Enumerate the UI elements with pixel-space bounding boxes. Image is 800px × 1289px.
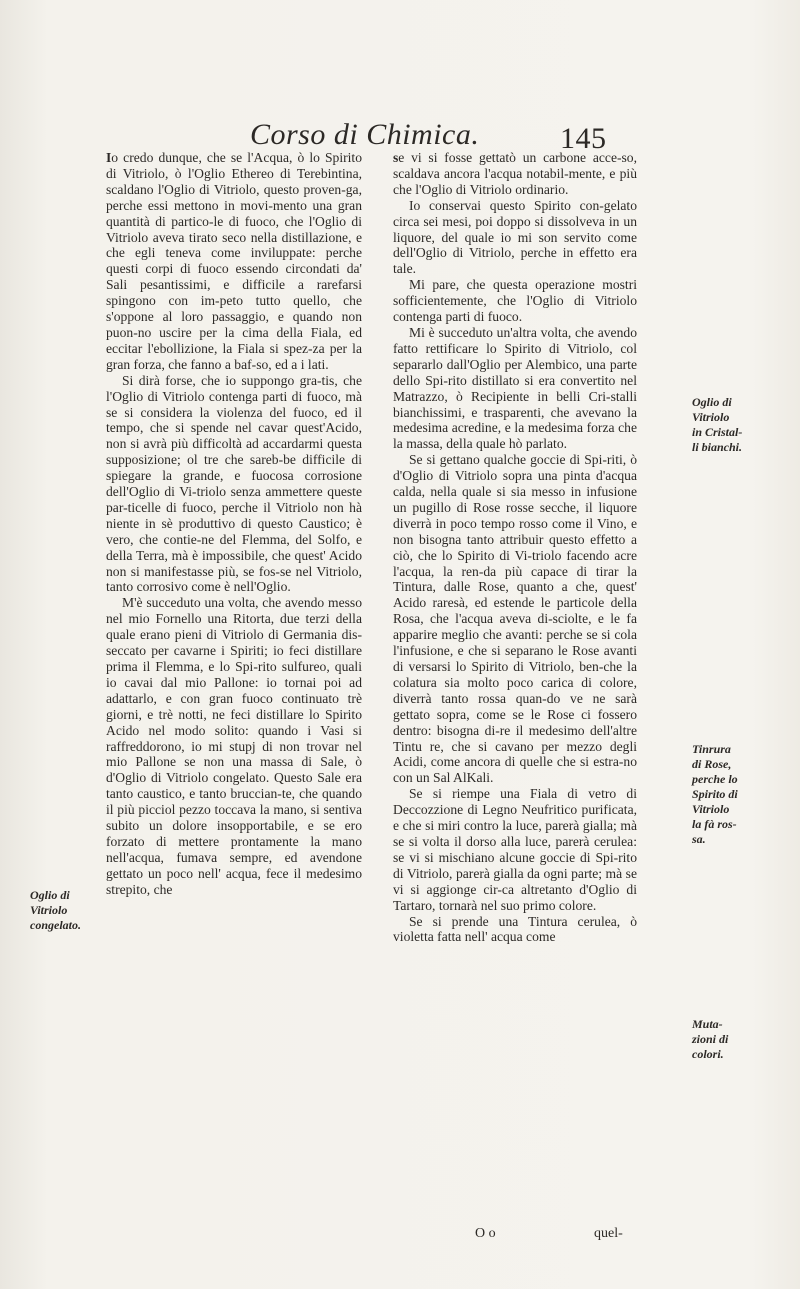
paragraph: Mi è succeduto un'altra volta, che avendo fatto rettificare lo Spirito di Vitriolo, col separarlo dall'Oglio per Alembico, una parte dello Spi-rito distillato si era convertito nel Matrazzo, ò Recipiente in belli Cri-stalli bianchissimi, e trasparenti, che avevano la medesima acredine, e la medesima forza che la massa, della quale hò parlato. bbox=[393, 324, 637, 452]
running-title: Corso di Chimica. bbox=[250, 118, 480, 151]
paragraph: Io conservai questo Spirito con-gelato circa sei mesi, poi doppo si dissolveva in un liquore, del quale io mi son servito come dell'Oglio di Vitriolo, perche in effetto era tale. bbox=[393, 197, 637, 277]
right-text-column bbox=[393, 150, 637, 945]
paragraph: Se si gettano qualche goccie di Spi-riti, ò d'Oglio di Vitriolo sopra una pinta d'acqua calda, nella quale si sia messo in infusione un pugillo di Rose rosse secche, il liquore diverrà in poco tempo rosso come il Vino, e non bisogna tanto attribuir questo effetto a ciò, che lo Spirito di Vi-triolo facendo acre l'acqua, la ren-da più capace di tirar la Tintura, dalle Rose, quanto a che, quest' Acido raresà, ed estende le particole della Rosa, che l'acqua aveva di-sciolte, e le fa apparire meglio che avanti: perche se si cola l'infusione, e che si separano le Rose avanti di versarsi lo Spirito di Vitriolo, ben-che la colatura sia molto poco carica di colore, diverrà tanto rossa quan-do ve ne sarà gettato sopra, come se le Rose ci fossero dentro: bisogna di-re il medesimo dell'altre Tintu re, che si cavano per mezzo degli Acidi, come ancora di quelle che si estra-no con un Sal AlKali. bbox=[393, 452, 637, 786]
page-number: 145 bbox=[560, 122, 607, 155]
paragraph: M'è succeduto una volta, che avendo messo nel mio Fornello una Ritorta, due terzi della quale erano pieni di Vitriolo di Germania dis-seccato per cavarne i Spiriti; io feci distillare prima il Flemma, e lo Spi-rito sulfureo, quali io cavai dal mio Pallone: io tornai poi ad adattarlo, e con gran fuoco continuato trè giorni, e trè notti, ne feci distillare lo Spirito Acido nel modo solito: quando i Vasi si raffreddorono, io mi stupj di non trovar nel mio Pallone se non una massa di Sale, ò d'Oglio di Vitriolo congelato. Questo Sale era tanto caustico, e tanto bruccian-te, che quando il più picciol pezzo toccava la mano, si sentiva subito un dolore insopportabile, e se ero forzato di mettere prontamente la mano nell'acqua, fumava sempre, ed avendone gettato un poco nell' acqua, fece il medesimo strepito, che bbox=[106, 595, 362, 897]
signature-mark: O o bbox=[475, 1226, 496, 1241]
margin-note-tintura-rose: Tinrura di Rose, perche lo Spirito di Vitriolo la fà ros- sa. bbox=[692, 742, 738, 846]
margin-note-mutazioni: Muta- zioni di colori. bbox=[692, 1017, 729, 1061]
paragraph: Si dirà forse, che io suppongo gra-tis, che l'Oglio di Vitriolo contenga parti di fuoco, mà se si considera la violenza del fuoco, ed il tempo, che si spende nel cavar quest'Acido, non si avrà più difficoltà ad accardarmi questa supposizione; ol tre che sareb-be difficile di spiegare la grande, e fuocosa corrosione dell'Oglio di Vi-triolo senza ammettere queste par-ticelle di fuoco, perche il Vitriolo non hà niente in sè produttivo di questo Caustico; è vero, che contie-ne del Flemma, del Solfo, e della Terra, mà è impossibile, che quest' Acido non si manifestasse più, se fos-se nel Vitriolo, tanto corrosivo come è nell'Oglio. bbox=[106, 372, 362, 595]
paragraph: Io credo dunque, che se l'Acqua, ò lo Spirito di Vitriolo, ò l'Oglio Ethereo di Terebintina, scaldano l'Oglio di Vitriolo, questo proven-ga, perche essi mettono in movi-mento una gran quantità di partico-le di fuoco, che l'Oglio di Vitriolo aveva tirato seco nella distillazione, e che egli teneva come inviluppate: perche questi corpi di fuoco essendo circondati da' Sali pesantissimi, e difficile a rarefarsi spingono con im-peto tutto quello, che s'oppone al loro passaggio, e quando non puon-no uscire per la cima della Fiala, ed eccitar l'ebollizione, la Fiala si spez-za per la gran forza, che fanno a baf-so, ed a i lati. bbox=[106, 150, 362, 372]
paragraph: Mi pare, che questa operazione mostri sofficientemente, che l'Oglio di Vitriolo contenga parti di fuoco. bbox=[393, 277, 637, 325]
paragraph: Se si riempe una Fiala di vetro di Deccozzione di Legno Neufritico purificata, e che si miri contro la luce, parerà gialla; mà se si volta il dorso alla luce, parerà cerulea: se vi si mischiano alcune goccie di Spi-rito di Vitriolo, parerà gialla da ogni parte; mà se vi si aggionge cir-ca altretanto d'Oglio di Tartaro, tornarà nel suo primo colore. bbox=[393, 786, 637, 913]
left-text-column bbox=[106, 150, 362, 898]
paragraph: Se si prende una Tintura cerulea, ò violetta fatta nell' acqua come bbox=[393, 913, 637, 945]
margin-note-oglio-congelato: Oglio di Vitriolo congelato. bbox=[30, 888, 81, 932]
catchword: quel- bbox=[594, 1226, 623, 1241]
margin-note-cristalli: Oglio di Vitriolo in Cristal- li bianchi. bbox=[692, 395, 743, 454]
paragraph: se vi si fosse gettatò un carbone acce-so, scaldava ancora l'acqua notabil-mente, e più che l'Oglio di Vitriolo ordinario. bbox=[393, 150, 637, 197]
